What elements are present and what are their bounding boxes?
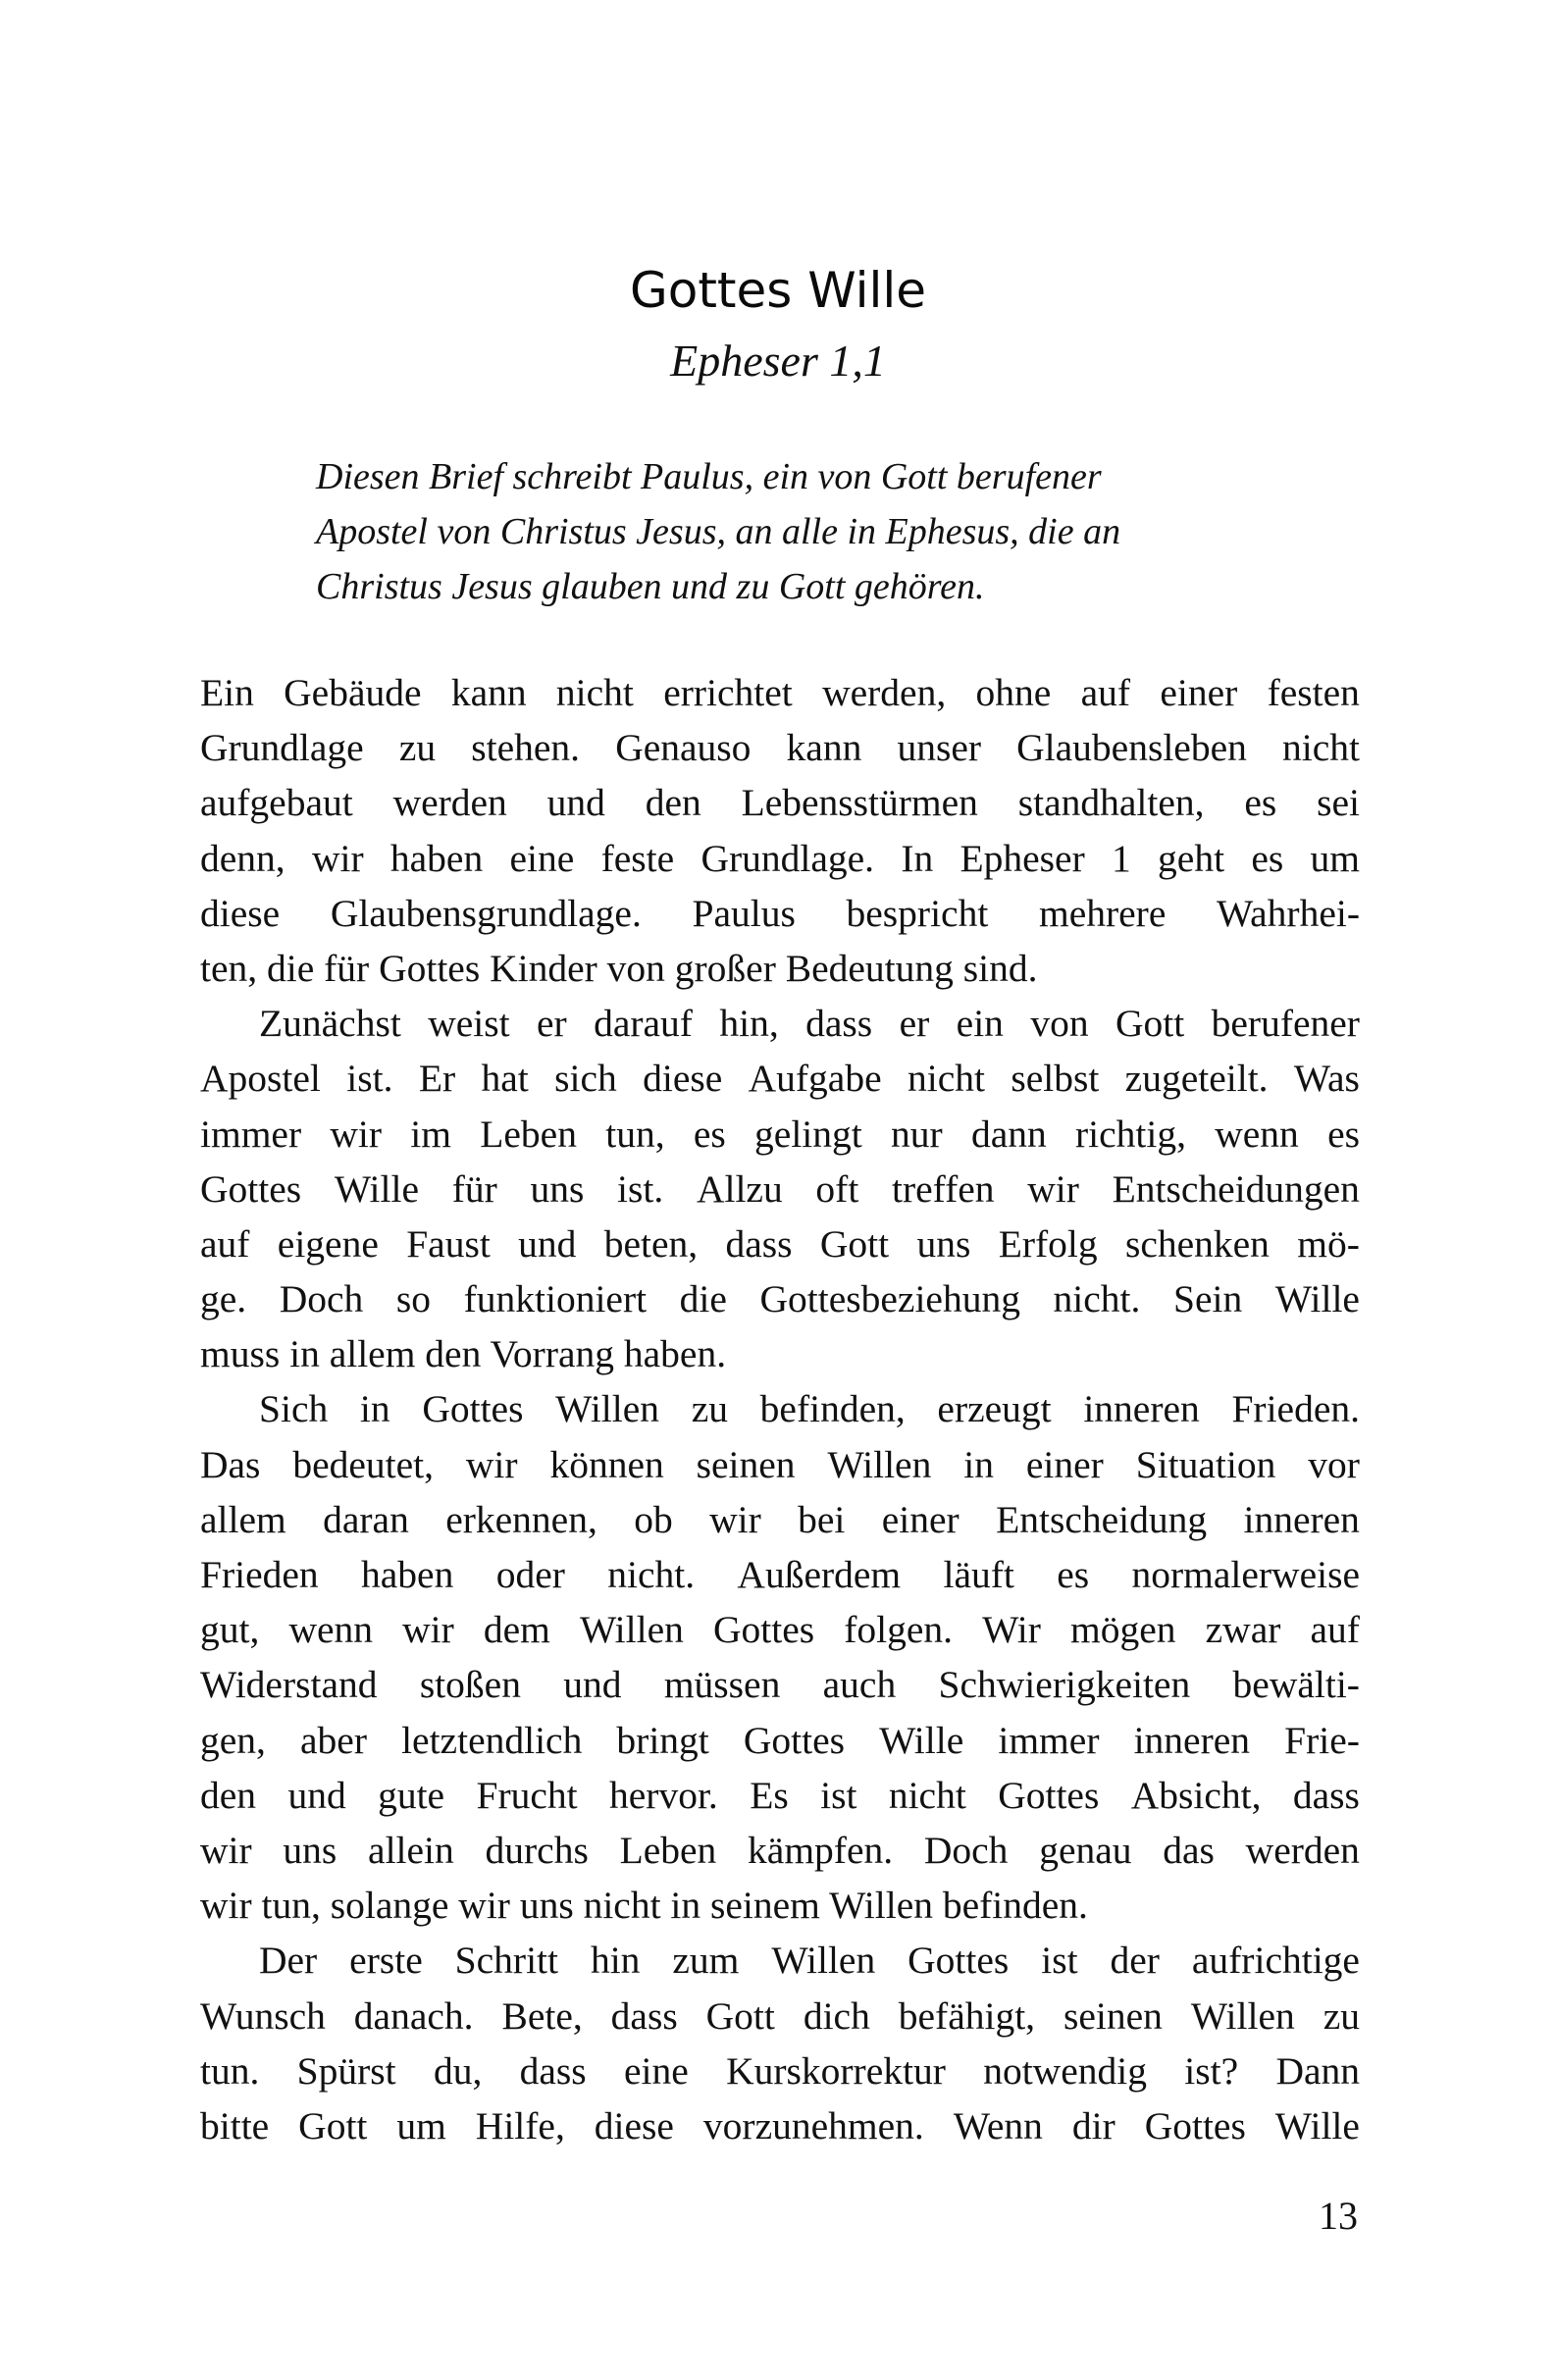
- word: einer: [1160, 671, 1238, 714]
- word: Ein: [200, 671, 254, 714]
- word: wir: [200, 1828, 252, 1872]
- word: vor: [1308, 1442, 1360, 1486]
- body-line: [200, 2098, 1360, 2153]
- word: Was: [1293, 1057, 1360, 1101]
- word: diese: [643, 1057, 723, 1101]
- word: haben: [361, 1553, 454, 1596]
- word: Wille: [1274, 2103, 1360, 2147]
- word: dem: [483, 1608, 550, 1652]
- word: Bete,: [501, 1993, 583, 2038]
- word: nicht.: [1053, 1277, 1141, 1321]
- word: Außerdem: [737, 1553, 902, 1596]
- word: um: [1310, 836, 1360, 880]
- word: In: [901, 836, 934, 880]
- word: uns: [283, 1828, 337, 1872]
- word: danach.: [353, 1993, 474, 2038]
- word: Wille: [1274, 1277, 1360, 1321]
- word: dass: [519, 2048, 587, 2093]
- word: in: [963, 1442, 994, 1486]
- word: uns: [916, 1221, 971, 1266]
- word: dass: [805, 1002, 873, 1046]
- quote-line: Christus Jesus glauben und zu Gott gehören.: [316, 566, 985, 607]
- word: Gottes: [998, 1773, 1100, 1817]
- word: haben: [389, 836, 484, 880]
- word: bringt: [616, 1718, 709, 1762]
- word: Gottesbeziehung: [759, 1277, 1020, 1321]
- word: sei: [1317, 781, 1360, 825]
- word: festen: [1267, 671, 1360, 714]
- word: und: [287, 1773, 346, 1817]
- word: wenn: [288, 1608, 374, 1652]
- word: werden: [392, 781, 507, 825]
- word: Aufgabe: [748, 1057, 882, 1101]
- word: allein: [368, 1828, 454, 1872]
- word: den: [645, 781, 701, 825]
- word: nicht: [888, 1773, 966, 1817]
- word: dich: [803, 1993, 870, 2038]
- word: die: [679, 1277, 727, 1321]
- word: nicht: [907, 1057, 985, 1101]
- word: nicht: [555, 671, 634, 714]
- word: letztendlich: [401, 1718, 583, 1762]
- word: nicht.: [607, 1553, 696, 1596]
- word: der: [1110, 1939, 1160, 1983]
- word: Gebäude: [284, 671, 422, 714]
- word: Dann: [1275, 2048, 1360, 2093]
- word: auch: [822, 1663, 897, 1707]
- word: inneren: [1133, 1718, 1251, 1762]
- word: Willen: [1190, 1993, 1295, 2038]
- word: Allzu: [696, 1166, 783, 1211]
- word: Zunächst: [259, 1002, 401, 1046]
- body-line: [200, 1216, 1360, 1271]
- word: zugeteilt.: [1124, 1057, 1269, 1101]
- word: seinen: [1063, 1993, 1163, 2038]
- word: auf: [200, 1221, 250, 1266]
- word: dass: [725, 1221, 793, 1266]
- word: nur: [891, 1112, 943, 1156]
- body-line: [200, 2044, 1360, 2098]
- body-line: [200, 1657, 1360, 1712]
- word: Glaubensgrundlage.: [330, 891, 642, 935]
- word: Gottes: [743, 1718, 846, 1762]
- word: auf: [1080, 671, 1131, 714]
- word: Willen: [555, 1387, 660, 1431]
- word: dir: [1071, 2103, 1115, 2147]
- body-line: [200, 720, 1360, 775]
- word: schenken: [1124, 1221, 1270, 1266]
- word: funktioniert: [463, 1277, 648, 1321]
- word: zu: [1323, 1993, 1360, 2038]
- body-line: [200, 1713, 1360, 1768]
- word: wir: [709, 1497, 761, 1541]
- word: hervor.: [609, 1773, 718, 1817]
- word: ge.: [200, 1277, 247, 1321]
- scripture-quote: [316, 449, 1258, 614]
- word: befinden,: [759, 1387, 906, 1431]
- word: du,: [433, 2048, 483, 2093]
- word: Gottes: [422, 1387, 524, 1431]
- word: Apostel: [200, 1057, 321, 1101]
- body-line: [200, 886, 1360, 941]
- word: Epheser: [960, 836, 1085, 880]
- word: gute: [378, 1773, 445, 1817]
- word: gelingt: [754, 1112, 862, 1156]
- word: 1: [1112, 836, 1131, 880]
- word: uns: [530, 1166, 585, 1211]
- word: inneren: [1243, 1497, 1360, 1541]
- word: von: [1030, 1002, 1089, 1046]
- word: standhalten,: [1017, 781, 1205, 825]
- word: errichtet: [663, 671, 793, 714]
- word: stehen.: [471, 726, 581, 770]
- body-line: [200, 1768, 1360, 1823]
- word: es: [1327, 1112, 1360, 1156]
- body-line: [200, 1381, 1360, 1436]
- body-line: [200, 1107, 1360, 1162]
- word: er: [899, 1002, 930, 1046]
- body-line: [200, 1989, 1360, 2044]
- word: bei: [798, 1497, 846, 1541]
- word: denn,: [200, 836, 285, 880]
- word: Frieden.: [1231, 1387, 1360, 1431]
- quote-line: Diesen Brief schreibt Paulus, ein von Gott berufener: [316, 456, 1102, 497]
- word: Genauso: [615, 726, 752, 770]
- body-line: [200, 775, 1360, 830]
- word: Sein: [1172, 1277, 1243, 1321]
- body-line: muss in allem den Vorrang haben.: [200, 1332, 727, 1376]
- word: Erfolg: [998, 1221, 1098, 1266]
- word: für: [451, 1166, 497, 1211]
- word: und: [518, 1221, 577, 1266]
- word: Kurskorrektur: [726, 2048, 946, 2093]
- word: befähigt,: [898, 1993, 1036, 2038]
- body-line: [200, 1162, 1360, 1216]
- word: Grundlage: [200, 726, 364, 770]
- word: bitte: [200, 2103, 270, 2147]
- word: Gottes: [1144, 2103, 1246, 2147]
- word: mö-: [1297, 1221, 1360, 1266]
- word: mehrere: [1038, 891, 1167, 935]
- word: um: [396, 2103, 446, 2147]
- word: Willen: [827, 1442, 932, 1486]
- word: Leben: [480, 1112, 577, 1156]
- body-line: [200, 996, 1360, 1051]
- word: bedeutet,: [292, 1442, 434, 1486]
- word: geht: [1158, 836, 1225, 880]
- word: inneren: [1083, 1387, 1200, 1431]
- word: können: [549, 1442, 664, 1486]
- word: wir: [402, 1608, 454, 1652]
- page-number: 13: [1319, 2194, 1358, 2238]
- word: durchs: [485, 1828, 589, 1872]
- word: dass: [610, 1993, 678, 2038]
- body-line: [200, 1823, 1360, 1878]
- word: Frie-: [1284, 1718, 1360, 1762]
- word: Frieden: [200, 1553, 319, 1596]
- word: stoßen: [419, 1663, 521, 1707]
- word: hin,: [719, 1002, 779, 1046]
- word: werden: [1245, 1828, 1360, 1872]
- word: Wille: [879, 1718, 964, 1762]
- word: ohne: [975, 671, 1052, 714]
- word: notwendig: [983, 2048, 1147, 2093]
- word: auf: [1310, 1608, 1360, 1652]
- word: zu: [398, 726, 437, 770]
- word: so: [395, 1277, 432, 1321]
- word: eine: [509, 836, 575, 880]
- word: eigene: [277, 1221, 379, 1266]
- word: Wille: [334, 1166, 419, 1211]
- word: es: [1057, 1553, 1090, 1596]
- word: Lebensstürmen: [741, 781, 978, 825]
- word: Entscheidungen: [1112, 1166, 1360, 1211]
- word: Doch: [279, 1277, 364, 1321]
- chapter-title: Gottes Wille: [629, 261, 927, 319]
- word: Entscheidung: [996, 1497, 1208, 1541]
- word: ist.: [346, 1057, 393, 1101]
- word: zu: [691, 1387, 728, 1431]
- word: Gott: [705, 1993, 775, 2038]
- word: und: [546, 781, 605, 825]
- word: Leben: [619, 1828, 717, 1872]
- word: wir: [311, 836, 364, 880]
- word: treffen: [892, 1166, 995, 1211]
- word: Hilfe,: [475, 2103, 565, 2147]
- word: und: [563, 1663, 622, 1707]
- word: folgen.: [844, 1608, 953, 1652]
- word: Sich: [259, 1387, 329, 1431]
- word: normalerweise: [1131, 1553, 1360, 1596]
- word: es: [693, 1112, 726, 1156]
- word: Widerstand: [200, 1663, 378, 1707]
- word: Grundlage.: [700, 836, 875, 880]
- body-line: [200, 831, 1360, 886]
- word: Gott: [1115, 1002, 1185, 1046]
- word: bespricht: [846, 891, 989, 935]
- word: erkennen,: [445, 1497, 597, 1541]
- word: den: [200, 1773, 257, 1817]
- word: Gottes: [712, 1608, 815, 1652]
- word: feste: [600, 836, 675, 880]
- word: Gott: [819, 1221, 890, 1266]
- word: allem: [200, 1497, 286, 1541]
- word: diese: [200, 891, 281, 935]
- word: diese: [594, 2103, 674, 2147]
- word: müssen: [663, 1663, 781, 1707]
- word: Absicht,: [1130, 1773, 1262, 1817]
- word: weist: [428, 1002, 510, 1046]
- body-line: [200, 1271, 1360, 1326]
- word: Gottes: [200, 1166, 302, 1211]
- word: zwar: [1205, 1608, 1281, 1652]
- word: Frucht: [476, 1773, 578, 1817]
- body-line: [200, 1933, 1360, 1988]
- body-line: wir tun, solange wir uns nicht in seinem Willen befinden.: [200, 1884, 1088, 1928]
- word: einer: [881, 1497, 960, 1541]
- word: tun.: [200, 2048, 260, 2093]
- word: vorzunehmen.: [702, 2103, 924, 2147]
- word: Das: [200, 1442, 261, 1486]
- word: Wunsch: [200, 1993, 326, 2038]
- word: wir: [465, 1442, 518, 1486]
- word: dann: [970, 1112, 1047, 1156]
- word: Schwierigkeiten: [938, 1663, 1191, 1707]
- word: ist: [1041, 1939, 1078, 1983]
- word: kann: [450, 671, 527, 714]
- word: oft: [815, 1166, 859, 1211]
- word: Willen: [771, 1939, 876, 1983]
- word: Faust: [406, 1221, 491, 1266]
- word: aber: [300, 1718, 367, 1762]
- word: Paulus: [692, 891, 796, 935]
- word: richtig,: [1075, 1112, 1186, 1156]
- word: im: [410, 1112, 451, 1156]
- word: Gottes: [908, 1939, 1010, 1983]
- word: bewälti-: [1232, 1663, 1360, 1707]
- word: berufener: [1211, 1002, 1360, 1046]
- body-line: [200, 1602, 1360, 1657]
- word: Gott: [298, 2103, 368, 2147]
- word: aufgebaut: [200, 781, 353, 825]
- word: läuft: [943, 1553, 1014, 1596]
- word: in: [359, 1387, 390, 1431]
- word: kann: [786, 726, 862, 770]
- word: nicht: [1282, 726, 1360, 770]
- word: oder: [495, 1553, 565, 1596]
- body-line: [200, 1437, 1360, 1492]
- body-line: ten, die für Gottes Kinder von großer Bedeutung sind.: [200, 946, 1038, 990]
- word: seinen: [696, 1442, 796, 1486]
- word: zum: [672, 1939, 740, 1983]
- word: Es: [750, 1773, 789, 1817]
- word: ein: [956, 1002, 1004, 1046]
- scripture-reference: Epheser 1,1: [670, 336, 886, 386]
- word: hat: [481, 1057, 529, 1101]
- word: ist.: [617, 1166, 664, 1211]
- quote-line: Apostel von Christus Jesus, an alle in Ephesus, die an: [316, 511, 1121, 552]
- word: erste: [349, 1939, 423, 1983]
- word: Glaubensleben: [1016, 726, 1247, 770]
- word: werden,: [822, 671, 947, 714]
- word: es: [1251, 836, 1284, 880]
- word: selbst: [1011, 1057, 1100, 1101]
- word: aufrichtige: [1191, 1939, 1360, 1983]
- word: er: [537, 1002, 567, 1046]
- word: daran: [323, 1497, 409, 1541]
- word: eine: [623, 2048, 689, 2093]
- word: erzeugt: [937, 1387, 1052, 1431]
- body-line: [200, 1051, 1360, 1106]
- body-line: [200, 1547, 1360, 1602]
- word: gut,: [200, 1608, 260, 1652]
- word: wir: [330, 1112, 383, 1156]
- word: beten,: [603, 1221, 699, 1266]
- word: Wahrhei-: [1217, 891, 1360, 935]
- word: dass: [1292, 1773, 1360, 1817]
- word: Situation: [1135, 1442, 1276, 1486]
- word: mögen: [1070, 1608, 1176, 1652]
- body-line: [200, 665, 1360, 720]
- body-line: [200, 1492, 1360, 1547]
- word: Wenn: [953, 2103, 1043, 2147]
- word: sich: [554, 1057, 617, 1101]
- word: Wir: [982, 1608, 1041, 1652]
- word: Willen: [579, 1608, 684, 1652]
- word: Der: [259, 1939, 318, 1983]
- word: das: [1163, 1828, 1215, 1872]
- word: ob: [634, 1497, 673, 1541]
- word: Spürst: [296, 2048, 396, 2093]
- word: wenn: [1215, 1112, 1299, 1156]
- word: Doch: [923, 1828, 1009, 1872]
- word: immer: [998, 1718, 1100, 1762]
- word: darauf: [594, 1002, 693, 1046]
- word: Er: [418, 1057, 456, 1101]
- word: genau: [1039, 1828, 1132, 1872]
- word: ist: [820, 1773, 857, 1817]
- word: immer: [200, 1112, 302, 1156]
- word: es: [1244, 781, 1277, 825]
- word: unser: [897, 726, 982, 770]
- word: kämpfen.: [748, 1828, 894, 1872]
- word: wir: [1027, 1166, 1079, 1211]
- word: einer: [1025, 1442, 1104, 1486]
- word: hin: [590, 1939, 641, 1983]
- word: tun,: [605, 1112, 665, 1156]
- word: Schritt: [454, 1939, 558, 1983]
- body-text: [200, 665, 1360, 2153]
- word: gen,: [200, 1718, 266, 1762]
- word: ist?: [1184, 2048, 1239, 2093]
